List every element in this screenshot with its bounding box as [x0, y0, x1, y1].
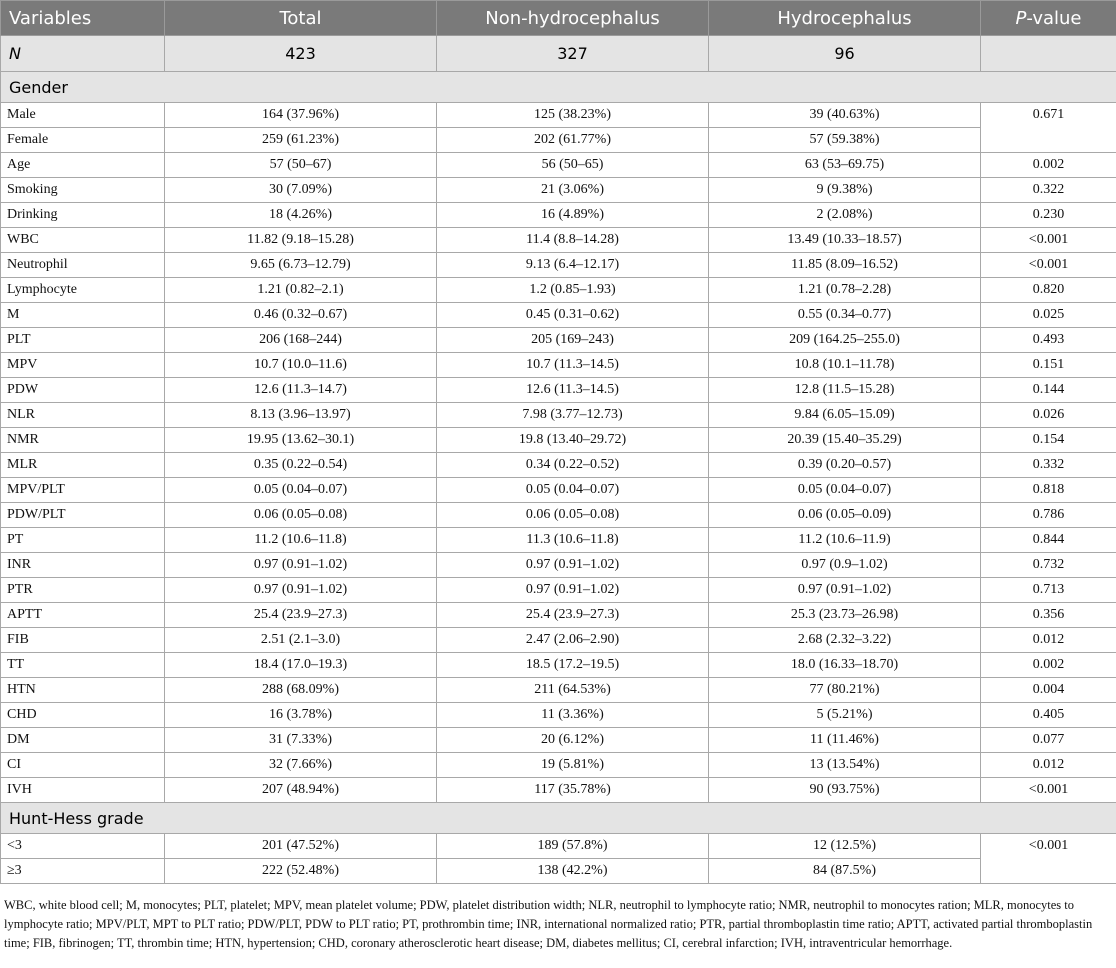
- n-label: N: [1, 36, 165, 72]
- row-label: MPV: [1, 353, 165, 378]
- cell-hydrocephalus: 90 (93.75%): [709, 778, 981, 803]
- header-p-rest: -value: [1026, 7, 1082, 29]
- cell-p-value: 0.002: [981, 653, 1116, 678]
- cell-p-value: 0.786: [981, 503, 1116, 528]
- table-row: [1, 859, 1116, 884]
- cell-total: 9.65 (6.73–12.79): [165, 253, 437, 278]
- cell-non-hydrocephalus: 1.2 (0.85–1.93): [437, 278, 709, 303]
- cell-hydrocephalus: 63 (53–69.75): [709, 153, 981, 178]
- row-label: CHD: [1, 703, 165, 728]
- table-row: [1, 834, 1116, 859]
- cell-p-value: 0.820: [981, 278, 1116, 303]
- cell-p-value: <0.001: [981, 253, 1116, 278]
- table-row: [1, 503, 1116, 528]
- section-row-hunt-hess: [1, 803, 1116, 834]
- cell-total: 164 (37.96%): [165, 103, 437, 128]
- cell-non-hydrocephalus: 19.8 (13.40–29.72): [437, 428, 709, 453]
- header-p-italic: P: [1015, 7, 1027, 29]
- cell-p-value: 0.144: [981, 378, 1116, 403]
- cell-p-value: 0.004: [981, 678, 1116, 703]
- row-label: Female: [1, 128, 165, 153]
- section-label-hunt-hess: Hunt-Hess grade: [1, 803, 1116, 834]
- cell-p-value: 0.025: [981, 303, 1116, 328]
- cell-hydrocephalus: 1.21 (0.78–2.28): [709, 278, 981, 303]
- table-row: [1, 778, 1116, 803]
- cell-non-hydrocephalus: 56 (50–65): [437, 153, 709, 178]
- cell-hydrocephalus: 39 (40.63%): [709, 103, 981, 128]
- cell-hydrocephalus: 11.2 (10.6–11.9): [709, 528, 981, 553]
- section-row-gender: [1, 72, 1116, 103]
- cell-non-hydrocephalus: 21 (3.06%): [437, 178, 709, 203]
- table-body: [1, 36, 1116, 153]
- section-label-gender: Gender: [1, 72, 1116, 103]
- row-label: DM: [1, 728, 165, 753]
- cell-total: 11.2 (10.6–11.8): [165, 528, 437, 553]
- cell-total: 0.06 (0.05–0.08): [165, 503, 437, 528]
- table-row: [1, 128, 1116, 153]
- row-label: <3: [1, 834, 165, 859]
- row-label: CI: [1, 753, 165, 778]
- cell-hydrocephalus: 0.39 (0.20–0.57): [709, 453, 981, 478]
- header-variables: Variables: [1, 1, 165, 36]
- cell-total: 30 (7.09%): [165, 178, 437, 203]
- table-row: [1, 728, 1116, 753]
- table-row: [1, 628, 1116, 653]
- cell-total: 222 (52.48%): [165, 859, 437, 884]
- table-row: [1, 103, 1116, 128]
- cell-hydrocephalus: 77 (80.21%): [709, 678, 981, 703]
- table-row: [1, 228, 1116, 253]
- row-label: INR: [1, 553, 165, 578]
- cell-non-hydrocephalus: 20 (6.12%): [437, 728, 709, 753]
- cell-non-hydrocephalus: 11.3 (10.6–11.8): [437, 528, 709, 553]
- row-label: PDW/PLT: [1, 503, 165, 528]
- row-label: PT: [1, 528, 165, 553]
- cell-non-hydrocephalus: 0.05 (0.04–0.07): [437, 478, 709, 503]
- cell-hydrocephalus: 25.3 (23.73–26.98): [709, 603, 981, 628]
- cell-total: 206 (168–244): [165, 328, 437, 353]
- cell-non-hydrocephalus: 2.47 (2.06–2.90): [437, 628, 709, 653]
- cell-total: 57 (50–67): [165, 153, 437, 178]
- cell-hydrocephalus: 13.49 (10.33–18.57): [709, 228, 981, 253]
- cell-p-value: 0.818: [981, 478, 1116, 503]
- header-total: Total: [165, 1, 437, 36]
- row-label: Age: [1, 153, 165, 178]
- cell-non-hydrocephalus: 0.34 (0.22–0.52): [437, 453, 709, 478]
- cell-non-hydrocephalus: 19 (5.81%): [437, 753, 709, 778]
- cell-total: 18.4 (17.0–19.3): [165, 653, 437, 678]
- cell-hydrocephalus: 18.0 (16.33–18.70): [709, 653, 981, 678]
- cell-total: 207 (48.94%): [165, 778, 437, 803]
- cell-non-hydrocephalus: 12.6 (11.3–14.5): [437, 378, 709, 403]
- row-label: TT: [1, 653, 165, 678]
- cell-hydrocephalus: 20.39 (15.40–35.29): [709, 428, 981, 453]
- cell-hydrocephalus: 2 (2.08%): [709, 203, 981, 228]
- cell-p-value: 0.077: [981, 728, 1116, 753]
- row-label: Male: [1, 103, 165, 128]
- table-row: [1, 303, 1116, 328]
- row-label: Lymphocyte: [1, 278, 165, 303]
- n-row: [1, 36, 1116, 72]
- cell-non-hydrocephalus: 11 (3.36%): [437, 703, 709, 728]
- cell-hydrocephalus: 0.05 (0.04–0.07): [709, 478, 981, 503]
- cell-p-value: 0.671: [981, 103, 1116, 153]
- table-row: [1, 178, 1116, 203]
- cell-hydrocephalus: 9.84 (6.05–15.09): [709, 403, 981, 428]
- cell-total: 25.4 (23.9–27.3): [165, 603, 437, 628]
- cell-non-hydrocephalus: 202 (61.77%): [437, 128, 709, 153]
- cell-hydrocephalus: 12 (12.5%): [709, 834, 981, 859]
- cell-hydrocephalus: 10.8 (10.1–11.78): [709, 353, 981, 378]
- cell-total: 0.46 (0.32–0.67): [165, 303, 437, 328]
- row-label: PLT: [1, 328, 165, 353]
- row-label: MLR: [1, 453, 165, 478]
- cell-hydrocephalus: 11 (11.46%): [709, 728, 981, 753]
- n-total: 423: [165, 36, 437, 72]
- cell-hydrocephalus: 84 (87.5%): [709, 859, 981, 884]
- table-row: [1, 153, 1116, 178]
- cell-total: 16 (3.78%): [165, 703, 437, 728]
- table-footnote: WBC, white blood cell; M, monocytes; PLT, platelet; MPV, mean platelet volume; PDW, platelet distribution width; NLR, neutrophil to lymphocyte ratio; NMR, neutrophil to monocytes ration; MLR, monocytes to lymphocyte ratio; MPV/PLT, MPT to PLT ratio; PDW/PLT, PDW to PLT ratio; PT, prothrombin time; INR, international normalized ratio; PTR, partial thromboplastin time ratio; APTT, activated partial thromboplastin time; FIB, fibrinogen; TT, thrombin time; HTN, hypertension; CHD, coronary atherosclerotic heart disease; DM, diabetes mellitus; CI, cerebral infarction; IVH, intraventricular hemorrhage.: [4, 898, 1093, 950]
- cell-hydrocephalus: 13 (13.54%): [709, 753, 981, 778]
- table-row: [1, 403, 1116, 428]
- row-label: FIB: [1, 628, 165, 653]
- cell-non-hydrocephalus: 117 (35.78%): [437, 778, 709, 803]
- cell-p-value: 0.230: [981, 203, 1116, 228]
- cell-non-hydrocephalus: 11.4 (8.8–14.28): [437, 228, 709, 253]
- table-row: [1, 478, 1116, 503]
- cell-total: 0.35 (0.22–0.54): [165, 453, 437, 478]
- table-row: [1, 453, 1116, 478]
- cell-p-value: 0.332: [981, 453, 1116, 478]
- header-row: [1, 1, 1116, 36]
- cell-non-hydrocephalus: 211 (64.53%): [437, 678, 709, 703]
- cell-total: 0.05 (0.04–0.07): [165, 478, 437, 503]
- row-label: PTR: [1, 578, 165, 603]
- cell-hydrocephalus: 2.68 (2.32–3.22): [709, 628, 981, 653]
- cell-p-value: 0.002: [981, 153, 1116, 178]
- cell-hydrocephalus: 9 (9.38%): [709, 178, 981, 203]
- cell-p-value: 0.322: [981, 178, 1116, 203]
- row-label: Smoking: [1, 178, 165, 203]
- cell-non-hydrocephalus: 125 (38.23%): [437, 103, 709, 128]
- table-body-hunt-hess: [1, 803, 1116, 884]
- cell-p-value: 0.732: [981, 553, 1116, 578]
- cell-p-value: <0.001: [981, 228, 1116, 253]
- table-row: [1, 253, 1116, 278]
- table-row: [1, 703, 1116, 728]
- cell-total: 11.82 (9.18–15.28): [165, 228, 437, 253]
- table-row: [1, 378, 1116, 403]
- cell-hydrocephalus: 209 (164.25–255.0): [709, 328, 981, 353]
- table-row: [1, 603, 1116, 628]
- row-label: PDW: [1, 378, 165, 403]
- cell-total: 259 (61.23%): [165, 128, 437, 153]
- table-body-variables: [1, 153, 1116, 803]
- cell-p-value: 0.493: [981, 328, 1116, 353]
- row-label: NLR: [1, 403, 165, 428]
- cell-hydrocephalus: 57 (59.38%): [709, 128, 981, 153]
- header-non-hydrocephalus: Non-hydrocephalus: [437, 1, 709, 36]
- table-row: [1, 528, 1116, 553]
- table-row: [1, 553, 1116, 578]
- row-label: APTT: [1, 603, 165, 628]
- cell-hydrocephalus: 5 (5.21%): [709, 703, 981, 728]
- cell-non-hydrocephalus: 0.06 (0.05–0.08): [437, 503, 709, 528]
- cell-p-value: 0.844: [981, 528, 1116, 553]
- table-header: [1, 1, 1116, 36]
- header-p-value: [981, 1, 1116, 36]
- row-label: NMR: [1, 428, 165, 453]
- cell-total: 0.97 (0.91–1.02): [165, 578, 437, 603]
- row-label: HTN: [1, 678, 165, 703]
- cell-hydrocephalus: 0.97 (0.91–1.02): [709, 578, 981, 603]
- cell-non-hydrocephalus: 0.97 (0.91–1.02): [437, 578, 709, 603]
- table-row: [1, 678, 1116, 703]
- table-row: [1, 653, 1116, 678]
- table-row: [1, 203, 1116, 228]
- cell-non-hydrocephalus: 18.5 (17.2–19.5): [437, 653, 709, 678]
- cell-p-value: <0.001: [981, 778, 1116, 803]
- cell-non-hydrocephalus: 138 (42.2%): [437, 859, 709, 884]
- cell-total: 31 (7.33%): [165, 728, 437, 753]
- cell-non-hydrocephalus: 9.13 (6.4–12.17): [437, 253, 709, 278]
- cell-p-value: 0.026: [981, 403, 1116, 428]
- row-label: Neutrophil: [1, 253, 165, 278]
- row-label: WBC: [1, 228, 165, 253]
- cell-total: 8.13 (3.96–13.97): [165, 403, 437, 428]
- cell-p-value: 0.012: [981, 628, 1116, 653]
- cell-total: 1.21 (0.82–2.1): [165, 278, 437, 303]
- cell-total: 201 (47.52%): [165, 834, 437, 859]
- row-label: M: [1, 303, 165, 328]
- cell-non-hydrocephalus: 189 (57.8%): [437, 834, 709, 859]
- n-hydrocephalus: 96: [709, 36, 981, 72]
- cell-non-hydrocephalus: 0.45 (0.31–0.62): [437, 303, 709, 328]
- n-p-value: [981, 36, 1116, 72]
- cell-hydrocephalus: 0.55 (0.34–0.77): [709, 303, 981, 328]
- cell-p-value: <0.001: [981, 834, 1116, 884]
- row-label: MPV/PLT: [1, 478, 165, 503]
- table-row: [1, 578, 1116, 603]
- row-label: IVH: [1, 778, 165, 803]
- cell-total: 288 (68.09%): [165, 678, 437, 703]
- table-row: [1, 753, 1116, 778]
- row-label: Drinking: [1, 203, 165, 228]
- cell-non-hydrocephalus: 10.7 (11.3–14.5): [437, 353, 709, 378]
- table-row: [1, 328, 1116, 353]
- cell-p-value: 0.154: [981, 428, 1116, 453]
- cell-total: 19.95 (13.62–30.1): [165, 428, 437, 453]
- cell-p-value: 0.012: [981, 753, 1116, 778]
- cell-total: 10.7 (10.0–11.6): [165, 353, 437, 378]
- cell-non-hydrocephalus: 16 (4.89%): [437, 203, 709, 228]
- cell-total: 0.97 (0.91–1.02): [165, 553, 437, 578]
- cell-hydrocephalus: 0.97 (0.9–1.02): [709, 553, 981, 578]
- cell-total: 12.6 (11.3–14.7): [165, 378, 437, 403]
- cell-hydrocephalus: 12.8 (11.5–15.28): [709, 378, 981, 403]
- cell-non-hydrocephalus: 25.4 (23.9–27.3): [437, 603, 709, 628]
- cell-p-value: 0.713: [981, 578, 1116, 603]
- cell-p-value: 0.405: [981, 703, 1116, 728]
- cell-total: 18 (4.26%): [165, 203, 437, 228]
- table-row: [1, 278, 1116, 303]
- header-hydrocephalus: Hydrocephalus: [709, 1, 981, 36]
- cell-hydrocephalus: 0.06 (0.05–0.09): [709, 503, 981, 528]
- cell-hydrocephalus: 11.85 (8.09–16.52): [709, 253, 981, 278]
- cell-total: 32 (7.66%): [165, 753, 437, 778]
- n-non-hydrocephalus: 327: [437, 36, 709, 72]
- table-row: [1, 353, 1116, 378]
- cell-p-value: 0.356: [981, 603, 1116, 628]
- cell-total: 2.51 (2.1–3.0): [165, 628, 437, 653]
- cell-non-hydrocephalus: 7.98 (3.77–12.73): [437, 403, 709, 428]
- row-label: ≥3: [1, 859, 165, 884]
- cell-non-hydrocephalus: 205 (169–243): [437, 328, 709, 353]
- cell-non-hydrocephalus: 0.97 (0.91–1.02): [437, 553, 709, 578]
- table-row: [1, 428, 1116, 453]
- cell-p-value: 0.151: [981, 353, 1116, 378]
